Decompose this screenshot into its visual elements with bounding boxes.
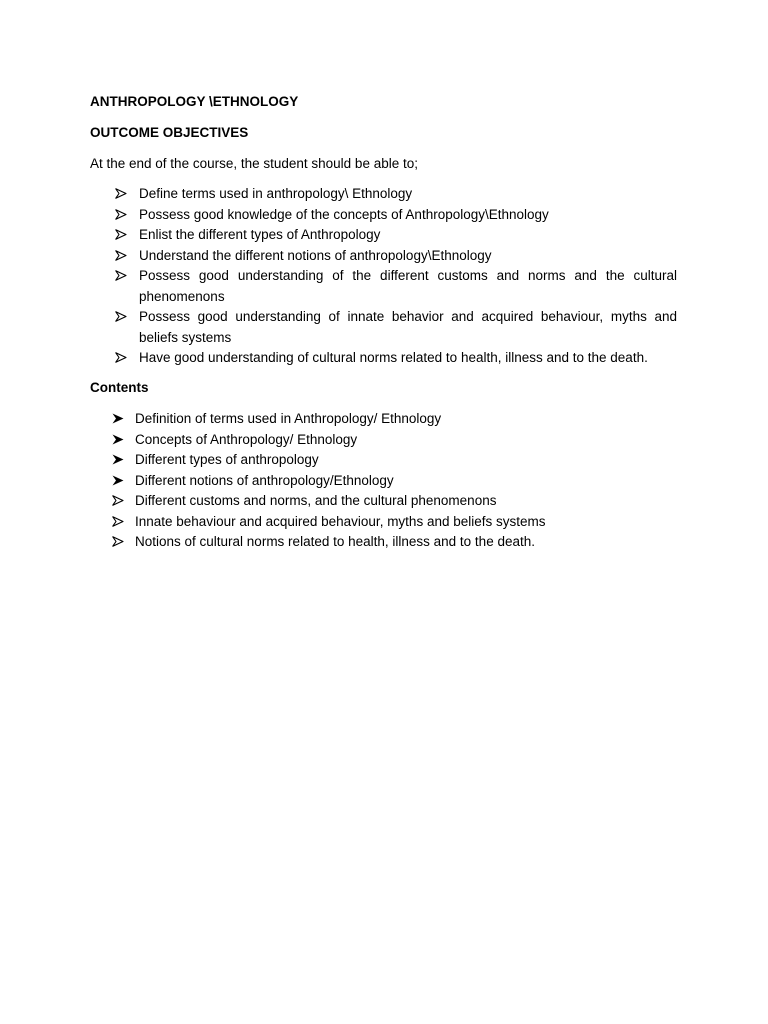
objectives-heading: OUTCOME OBJECTIVES	[90, 125, 249, 140]
arrowhead-bullet-icon	[115, 307, 129, 327]
arrowhead-bullet-icon	[112, 430, 126, 450]
list-item	[115, 184, 677, 205]
contents-text: Concepts of Anthropology/ Ethnology	[135, 431, 358, 447]
arrowhead-bullet-icon	[112, 450, 126, 470]
objective-text: Define terms used in anthropology\ Ethnology	[139, 186, 413, 201]
objective-text: Possess good understanding of the different customs and norms and the cultural phenomenons	[139, 268, 677, 304]
arrowhead-bullet-icon	[115, 348, 129, 368]
list-item	[112, 532, 672, 553]
objective-text: Have good understanding of cultural norms related to health, illness and to the death.	[139, 350, 648, 365]
list-item	[115, 246, 677, 267]
objective-text: Understand the different notions of anthropology\Ethnology	[139, 247, 492, 263]
arrowhead-bullet-icon	[115, 246, 129, 266]
objective-text: Possess good understanding of innate behavior and acquired behaviour, myths and beliefs systems	[139, 309, 677, 345]
list-item	[112, 430, 672, 451]
list-item	[115, 348, 677, 369]
contents-text: Different types of anthropology	[135, 452, 319, 467]
objective-text: Possess good knowledge of the concepts of Anthropology\Ethnology	[139, 206, 549, 222]
arrowhead-bullet-icon	[115, 184, 129, 204]
contents-heading: Contents	[90, 380, 149, 395]
arrowhead-bullet-icon	[112, 491, 126, 511]
list-item	[112, 471, 672, 492]
list-item	[115, 266, 677, 307]
arrowhead-bullet-icon	[112, 409, 126, 429]
list-item	[115, 307, 677, 348]
intro-text: At the end of the course, the student should be able to;	[90, 156, 418, 171]
contents-text: Definition of terms used in Anthropology/ Ethnology	[135, 411, 442, 426]
document-title: ANTHROPOLOGY \ETHNOLOGY	[90, 94, 299, 109]
objective-text: Enlist the different types of Anthropology	[139, 227, 381, 242]
contents-list	[112, 409, 672, 553]
arrowhead-bullet-icon	[115, 266, 129, 286]
contents-text: Different customs and norms, and the cultural phenomenons	[135, 493, 497, 508]
contents-text: Different notions of anthropology/Ethnology	[135, 472, 394, 488]
list-item	[112, 512, 672, 533]
list-item	[112, 491, 672, 512]
contents-text: Notions of cultural norms related to health, illness and to the death.	[135, 534, 535, 549]
arrowhead-bullet-icon	[112, 532, 126, 552]
list-item	[112, 409, 672, 430]
arrowhead-bullet-icon	[115, 225, 129, 245]
arrowhead-bullet-icon	[115, 205, 129, 225]
objectives-list	[115, 184, 677, 369]
list-item	[115, 225, 677, 246]
contents-text: Innate behaviour and acquired behaviour, myths and beliefs systems	[135, 513, 546, 529]
list-item	[112, 450, 672, 471]
list-item	[115, 205, 677, 226]
arrowhead-bullet-icon	[112, 512, 126, 532]
arrowhead-bullet-icon	[112, 471, 126, 491]
